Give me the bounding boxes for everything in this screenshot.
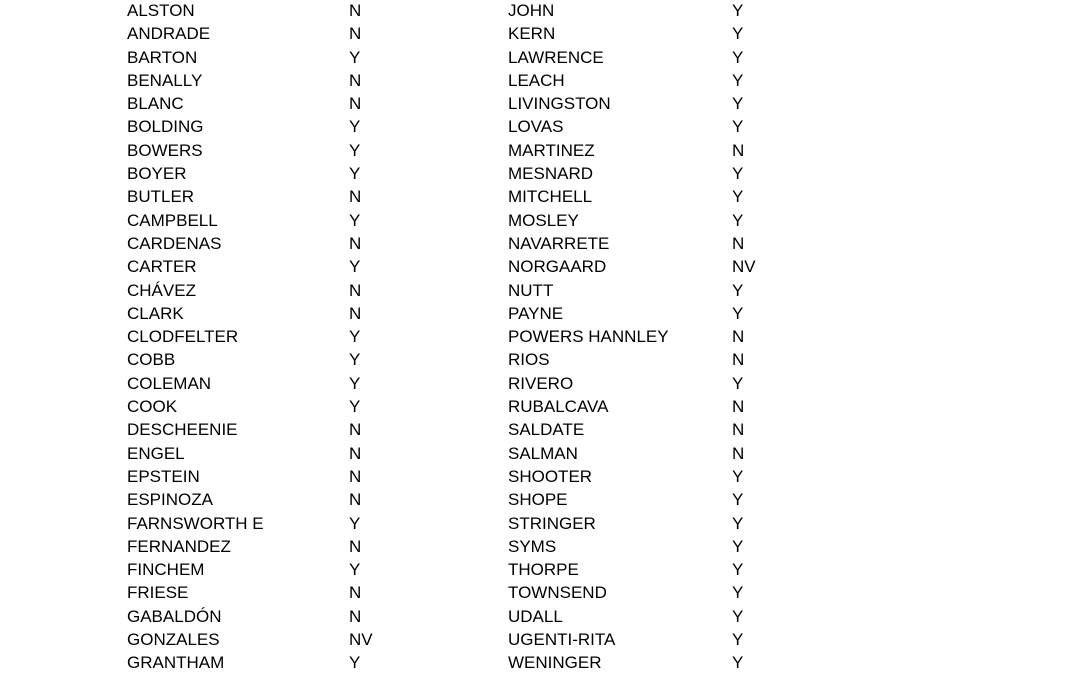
legislator-name: JOHN [508, 1, 555, 20]
legislator-name: RUBALCAVA [508, 397, 609, 417]
legislator-name: NUTT [508, 280, 554, 300]
vote-value: Y [349, 397, 361, 417]
legislator-name: LOVAS [508, 117, 564, 137]
vote-value: Y [732, 373, 744, 393]
legislator-name: BARTON [127, 47, 198, 67]
vote-value: N [732, 397, 745, 417]
legislator-name: BOYER [127, 164, 187, 184]
vote-value: Y [349, 327, 361, 347]
vote-value: Y [349, 257, 361, 277]
legislator-name: PAYNE [508, 303, 564, 323]
legislator-name: FERNANDEZ [127, 536, 231, 556]
legislator-name: ALSTON [127, 1, 195, 20]
legislator-name: BLANC [127, 94, 184, 114]
legislator-name: KERN [508, 24, 556, 44]
vote-value: N [349, 606, 362, 626]
vote-value: Y [349, 350, 361, 370]
legislator-name: MITCHELL [508, 187, 593, 207]
vote-value: Y [349, 140, 361, 160]
legislator-name: CAMPBELL [127, 210, 218, 230]
vote-value: Y [732, 490, 744, 510]
vote-value: N [349, 443, 362, 463]
legislator-name: GONZALES [127, 630, 220, 650]
legislator-name: GABALDÓN [127, 606, 222, 626]
legislator-name: COOK [127, 397, 178, 417]
legislator-name: BOWERS [127, 140, 203, 160]
vote-value: NV [732, 257, 756, 277]
legislator-name: LEACH [508, 70, 565, 90]
legislator-name: LIVINGSTON [508, 94, 611, 114]
legislator-name: STRINGER [508, 513, 596, 533]
legislator-name: RIVERO [508, 373, 574, 393]
vote-value: N [349, 466, 362, 486]
legislator-name: SHOPE [508, 490, 568, 510]
legislator-name: CARDENAS [127, 233, 222, 253]
vote-value: Y [732, 536, 744, 556]
vote-value: Y [349, 210, 361, 230]
vote-value: N [349, 536, 362, 556]
legislator-name: BENALLY [127, 70, 203, 90]
vote-value: Y [732, 187, 744, 207]
legislator-name: MESNARD [508, 164, 594, 184]
legislator-name: COBB [127, 350, 176, 370]
vote-value: Y [732, 24, 744, 44]
vote-value: Y [732, 606, 744, 626]
legislator-name: MOSLEY [508, 210, 579, 230]
legislator-name: CLARK [127, 303, 184, 323]
vote-value: N [349, 187, 362, 207]
vote-value: N [732, 140, 745, 160]
legislator-name: UGENTI-RITA [508, 630, 616, 650]
legislator-name: FRIESE [127, 583, 189, 603]
vote-value: N [732, 233, 745, 253]
legislator-name: FARNSWORTH E [127, 513, 264, 533]
legislator-name: CLODFELTER [127, 327, 239, 347]
vote-value: N [349, 233, 362, 253]
vote-value: N [349, 1, 362, 20]
legislator-name: TOWNSEND [508, 583, 607, 603]
legislator-name: LAWRENCE [508, 47, 604, 67]
legislator-name: MARTINEZ [508, 140, 595, 160]
vote-value: N [349, 70, 362, 90]
vote-value: N [349, 490, 362, 510]
vote-value: Y [349, 373, 361, 393]
vote-value: Y [349, 47, 361, 67]
vote-value: N [349, 24, 362, 44]
vote-value: N [349, 280, 362, 300]
legislator-name: RIOS [508, 350, 550, 370]
legislator-name: UDALL [508, 606, 563, 626]
legislator-name: THORPE [508, 560, 579, 580]
vote-value: Y [349, 164, 361, 184]
vote-value: N [732, 327, 745, 347]
vote-value: Y [732, 164, 744, 184]
vote-value: Y [349, 653, 361, 673]
legislator-name: DESCHEENIE [127, 420, 238, 440]
legislator-name: SALDATE [508, 420, 585, 440]
legislator-name: SYMS [508, 536, 557, 556]
vote-value: Y [349, 117, 361, 137]
vote-value: N [732, 420, 745, 440]
vote-value: Y [732, 466, 744, 486]
vote-value: N [349, 583, 362, 603]
vote-value: Y [732, 303, 744, 323]
legislator-name: COLEMAN [127, 373, 212, 393]
legislator-name: BOLDING [127, 117, 204, 137]
legislator-name: GRANTHAM [127, 653, 225, 673]
legislator-name: POWERS HANNLEY [508, 327, 669, 347]
vote-value: Y [732, 1, 744, 20]
vote-value: Y [732, 653, 744, 673]
vote-value: NV [349, 630, 373, 650]
vote-value: Y [732, 560, 744, 580]
vote-value: Y [732, 513, 744, 533]
legislator-name: SALMAN [508, 443, 578, 463]
vote-value: Y [349, 560, 361, 580]
vote-value: Y [732, 70, 744, 90]
legislator-name: NAVARRETE [508, 233, 610, 253]
vote-value: Y [732, 47, 744, 67]
legislator-name: CARTER [127, 257, 197, 277]
vote-value: N [349, 420, 362, 440]
vote-value: Y [732, 210, 744, 230]
vote-value: Y [732, 630, 744, 650]
legislator-name: FINCHEM [127, 560, 205, 580]
vote-value: N [732, 350, 745, 370]
legislator-name: ENGEL [127, 443, 185, 463]
vote-value: Y [732, 280, 744, 300]
legislator-name: WENINGER [508, 653, 602, 673]
legislator-name: ANDRADE [127, 24, 211, 44]
vote-value: Y [732, 94, 744, 114]
legislator-name: CHÁVEZ [127, 280, 196, 300]
legislator-name: EPSTEIN [127, 466, 200, 486]
vote-value: Y [732, 583, 744, 603]
vote-value: N [349, 94, 362, 114]
vote-value: Y [732, 117, 744, 137]
vote-value: N [349, 303, 362, 323]
legislator-name: NORGAARD [508, 257, 607, 277]
vote-value: N [732, 443, 745, 463]
legislator-name: BUTLER [127, 187, 195, 207]
legislator-name: ESPINOZA [127, 490, 213, 510]
legislator-name: SHOOTER [508, 466, 593, 486]
vote-value: Y [349, 513, 361, 533]
